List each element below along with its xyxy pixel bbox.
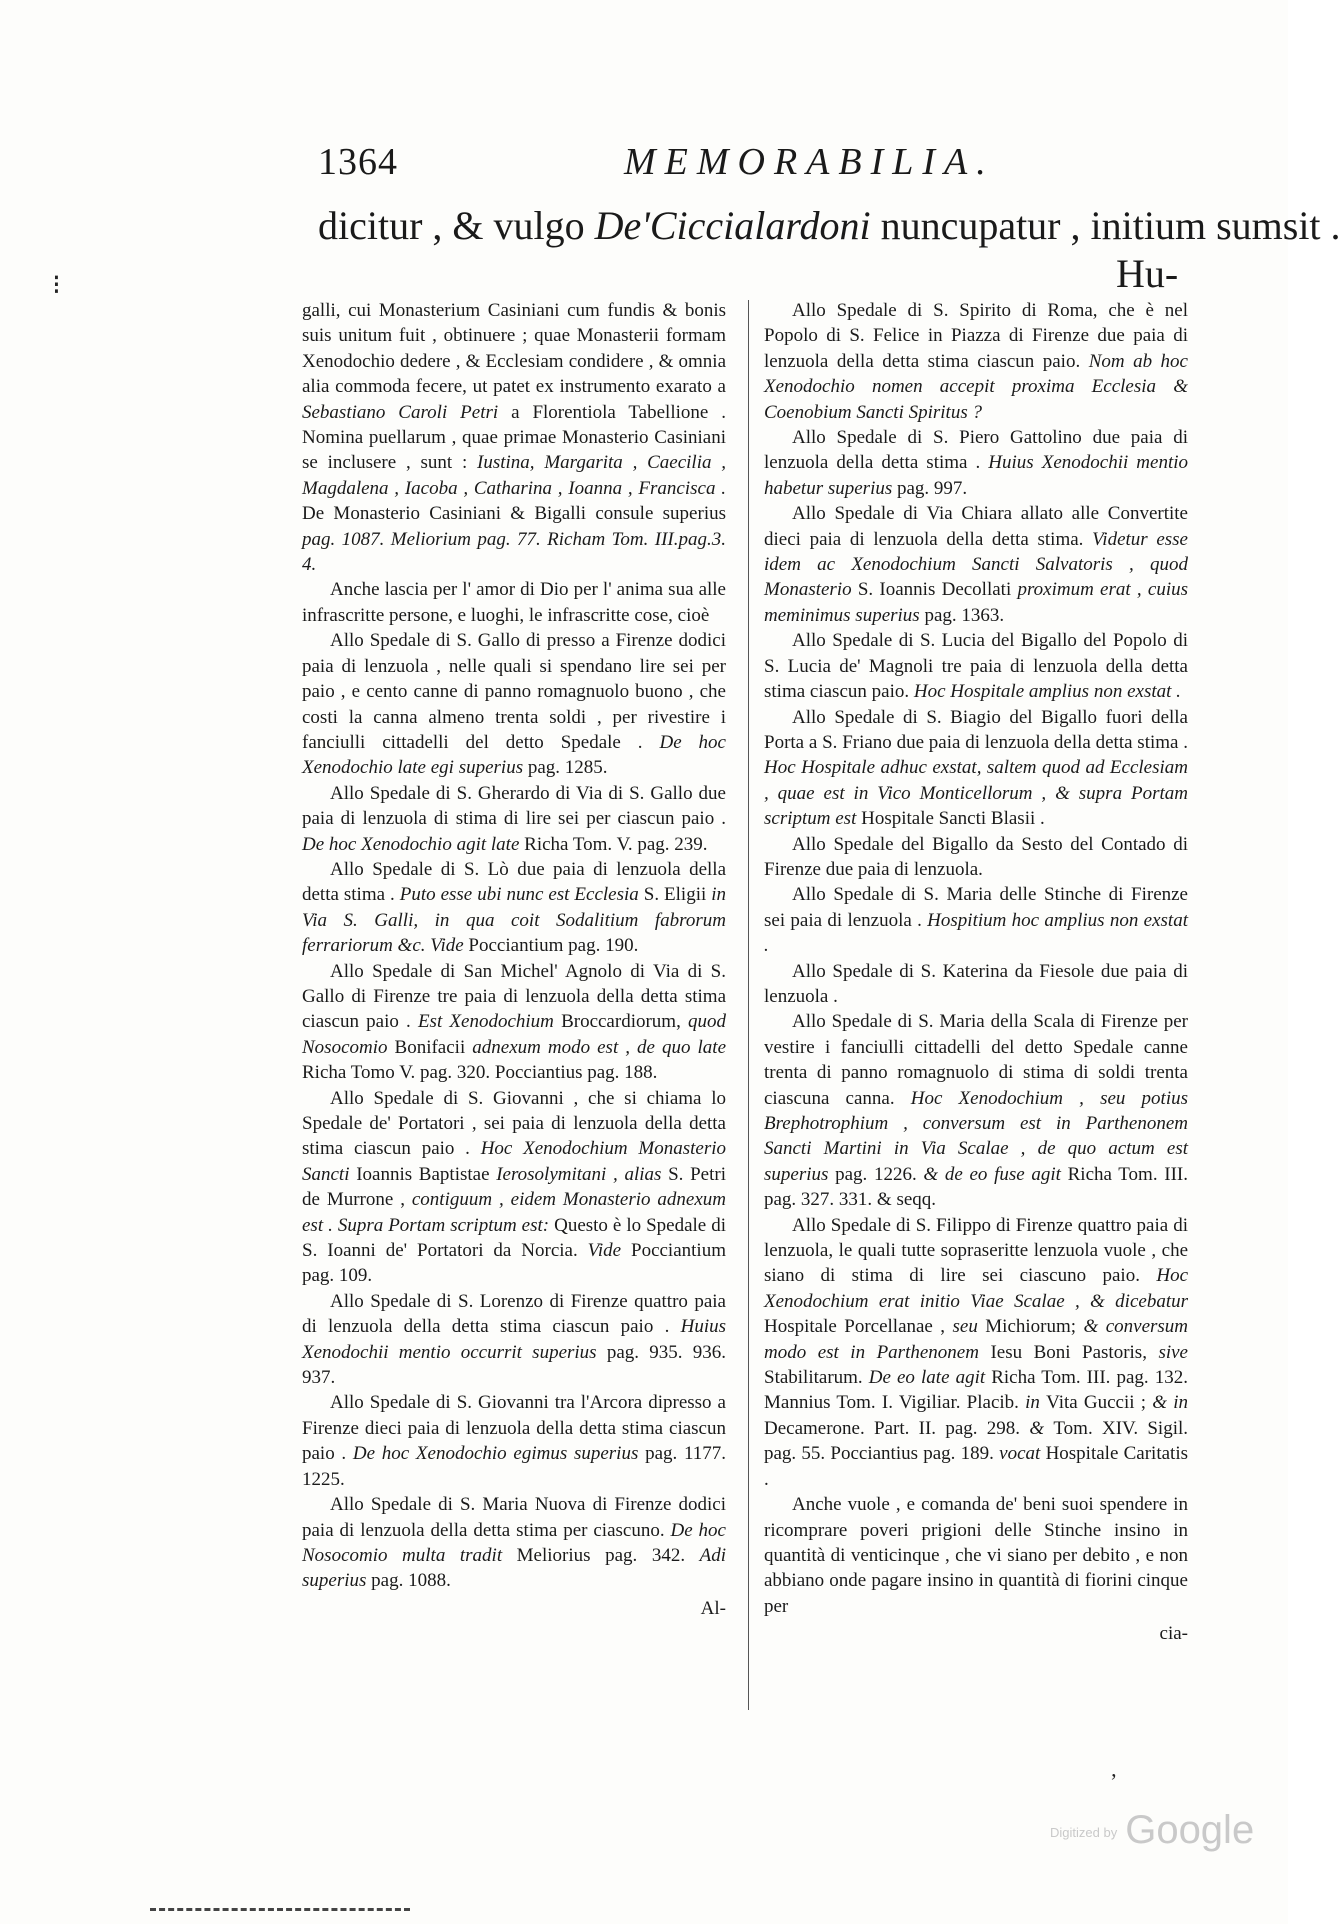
page-number: 1364 — [318, 141, 398, 183]
latin-commentary: Nom ab hoc Xenodochio nomen accepit proxima Ecclesia & Coenobium Sancti Spiritus ? — [764, 350, 1188, 423]
latin-commentary: Iustina, Margarita , Caecilia , Magdalena , Iacoba , Catharina , Ioanna , Francisca . — [302, 452, 727, 499]
right-column — [764, 298, 1188, 1646]
text-segment: a Florentiola Tabellione . Nomina puellarum , quae primae Monasterio Casiniani se inclusere , sunt : — [302, 401, 726, 474]
text-segment: S. Petri de Murrone , — [302, 1163, 726, 1211]
text-segment: Richa Tom. III. pag. 132. Mannius Tom. I. Vigiliar. Placib. — [764, 1367, 1189, 1414]
latin-commentary: Hoc Xenodochium , seu potius Brephotrophium , conversum est in Parthenonem Sancti Martini in Via Scalae , de quo actum est superius — [764, 1087, 1188, 1185]
text-segment: Allo Spedale di S. Biagio del Bigallo fuori della Porta a S. Friano due paia di lenzuola della detta stima . — [764, 706, 1188, 753]
latin-commentary: Videtur esse idem ac Xenodochium Sancti Salvatoris , quod Monasterio — [764, 528, 1188, 601]
latin-commentary: contiguum , eidem Monasterio adnexum est . Supra Portam scriptum est: — [302, 1189, 726, 1236]
text-segment: Michiorum; — [985, 1316, 1084, 1338]
latin-commentary: Huius Xenodochii mentio occurrit superius — [302, 1316, 726, 1363]
margin-ink-mark-bottom: ʼ — [1110, 1769, 1118, 1794]
text-segment: S. Eligii — [643, 884, 712, 906]
text-segment: Allo Spedale di S. Gallo di presso a Firenze dodici paia di lenzuola , nelle quali si spendano lire sei per paio , e cento canne di panno romagnuolo buono , che costi la canna almeno trenta soldi , per rivestire i fanciulli cittadelli del detto Spedale . — [302, 630, 726, 753]
carry-text-3: nuncupatur , initium sumsit . — [870, 203, 1341, 248]
paragraph — [764, 298, 1188, 425]
latin-commentary: Ierosolymitani , alias — [496, 1163, 669, 1185]
watermark-digitized: Digitized by — [1050, 1824, 1118, 1840]
paragraph — [764, 1492, 1188, 1619]
text-segment: Meliorius pag. 342. — [516, 1544, 700, 1566]
latin-commentary: vocat — [999, 1443, 1046, 1465]
margin-ink-mark: ⁝ — [52, 270, 61, 301]
latin-commentary: Hoc Xenodochium erat initio Viae Scalae , & dicebatur — [764, 1265, 1188, 1312]
text-segment: Allo Spedale di S. Gherardo di Via di S. Gallo due paia di lenzuola di stima di lire sei per ciascun paio . — [302, 782, 726, 830]
left-column — [302, 298, 726, 1621]
paragraph — [302, 1289, 726, 1391]
latin-commentary: De hoc Xenodochio agit late — [302, 833, 525, 855]
paragraph — [764, 832, 1188, 883]
text-segment: pag. 935. 936. 937. — [302, 1341, 726, 1389]
text-segment: Allo Spedale di S. Piero Gattolino due paia di lenzuola della detta stima . — [764, 427, 1188, 474]
latin-commentary: De hoc Nosocomio multa tradit — [302, 1519, 726, 1566]
latin-commentary: Puto esse ubi nunc est Ecclesia — [399, 884, 644, 906]
text-segment: Anche vuole , e comanda de' beni suoi spendere in ricomprare poveri prigioni delle Stinche insino in quantità di venticinque , che vi siano per debito , e non abbiano onde pagare insino in quantità di fiorini cinque per — [764, 1494, 1188, 1617]
text-segment: Broccardiorum, — [561, 1011, 688, 1033]
latin-commentary: & conversum modo est in Parthenonem — [764, 1316, 1189, 1363]
text-segment: S. Ioannis Decollati — [857, 579, 1018, 601]
paragraph — [302, 959, 726, 1086]
text-segment: Allo Spedale di San Michel' Agnolo di Via di S. Gallo di Firenze tre paia di lenzuola della detta stima ciascun paio . — [302, 960, 726, 1033]
latin-commentary: Est Xenodochium — [417, 1011, 562, 1033]
paragraph — [764, 425, 1188, 501]
text-segment: Richa Tom. V. pag. 239. — [524, 833, 708, 855]
paragraph — [302, 857, 726, 959]
text-segment: Stabilitarum. — [764, 1367, 869, 1389]
text-segment: Vita Guccii ; — [1046, 1392, 1153, 1414]
text-segment: Allo Spedale di S. Katerina da Fiesole due paia di lenzuola . — [764, 960, 1188, 1007]
latin-commentary: Hoc Hospitale amplius non exstat . — [913, 681, 1181, 703]
paragraph — [764, 705, 1188, 832]
text-segment: pag. 1177. 1225. — [302, 1443, 727, 1490]
text-segment: Hospitale Sancti Blasii . — [861, 808, 1045, 830]
text-segment: Hospitale Caritatis . — [764, 1443, 1188, 1490]
latin-commentary: Huius Xenodochii mentio habetur superius — [764, 452, 1188, 499]
latin-commentary: Sebastiano Caroli Petri — [302, 401, 512, 423]
text-segment: Allo Spedale di S. Maria delle Stinche di Firenze sei paia di lenzuola . — [764, 884, 1188, 931]
paragraph — [302, 781, 726, 857]
paragraph — [764, 1213, 1188, 1492]
paragraph — [302, 628, 726, 780]
latin-commentary: in Via S. Galli, in qua coit Sodalitium fabrorum ferrariorum &c. Vide — [302, 884, 726, 957]
running-head — [318, 140, 1178, 190]
latin-commentary: Hoc Hospitale adhuc exstat, saltem quod ad Ecclesiam , quae est in Vico Monticellorum , & supra Portam scriptum est — [764, 757, 1188, 830]
text-segment: Bonifacii — [394, 1036, 473, 1058]
text-segment: Allo Spedale di S. Giovanni , che si chiama lo Spedale de' Portatori , sei paia di lenzuola della detta stima ciascun paio . — [302, 1087, 726, 1160]
top-catchword: Hu- — [1116, 251, 1179, 296]
latin-commentary: & in — [1152, 1392, 1188, 1414]
column-catchword: cia- — [1159, 1623, 1188, 1645]
latin-commentary: sive — [1158, 1341, 1188, 1363]
paragraph — [764, 628, 1188, 704]
latin-commentary: & de eo fuse agit — [923, 1163, 1068, 1185]
text-segment: pag. 1088. — [371, 1570, 451, 1592]
latin-commentary: Hospitium hoc amplius non exstat . — [764, 909, 1188, 957]
latin-commentary: De hoc Xenodochio egimus superius — [352, 1443, 646, 1465]
latin-commentary: Hoc Xenodochium Monasterio Sancti — [302, 1138, 726, 1185]
text-segment: Allo Spedale del Bigallo da Sesto del Contado di Firenze due paia di lenzuola. — [764, 833, 1188, 880]
text-segment: Decamerone. Part. II. pag. 298. — [764, 1417, 1030, 1439]
latin-commentary: proximum erat , cuius meminimus superius — [764, 579, 1188, 626]
text-segment: Allo Spedale di S. Lò due paia di lenzuola della detta stima . — [302, 858, 726, 906]
latin-commentary: pag. 1087. Meliorium pag. 77. Richam Tom. III.pag.3. 4. — [302, 528, 726, 576]
running-title: MEMORABILIA. — [624, 141, 995, 183]
latin-commentary: De hoc Xenodochio late egi superius — [302, 731, 726, 779]
text-segment: Allo Spedale di Via Chiara allato alle Convertite dieci paia di lenzuola della detta stima. — [764, 503, 1188, 550]
paragraph — [764, 882, 1188, 958]
text-segment: Anche lascia per l' amor di Dio per l' anima sua alle infrascritte persone, e luoghi, le infrascritte cose, cioè — [302, 579, 726, 626]
carry-text-2: De'Ciccialardoni — [594, 203, 871, 248]
latin-commentary: in — [1025, 1392, 1047, 1414]
paragraph — [302, 577, 726, 628]
text-segment: pag. 997. — [897, 477, 968, 499]
text-segment: Richa Tom. III. pag. 327. 331. & seqq. — [764, 1163, 1189, 1211]
latin-commentary: De eo late agit — [868, 1367, 992, 1389]
text-segment: Pocciantium pag. 190. — [468, 935, 639, 957]
latin-commentary: Adi superius — [302, 1544, 726, 1592]
paragraph — [302, 1086, 726, 1289]
paragraph — [764, 1009, 1188, 1212]
column-divider — [748, 300, 749, 1710]
carry-text-1: dicitur , & vulgo — [318, 203, 595, 248]
paragraph — [302, 298, 726, 577]
text-segment: Hospitale Porcellanae , — [764, 1316, 953, 1338]
scan-edge-artifact — [150, 1908, 410, 1915]
text-segment: Iesu Boni Pastoris, — [990, 1341, 1159, 1363]
scan-watermark — [1050, 1808, 1254, 1853]
text-segment: Allo Spedale di S. Lucia del Bigallo del Popolo di S. Lucia de' Magnoli tre paia di lenzuola della detta stima ciascun paio. — [764, 630, 1188, 703]
latin-commentary: seu — [952, 1316, 986, 1338]
text-segment: Allo Spedale di S. Maria della Scala di Firenze per vestire i fanciulli cittadelli del detto Spedale canne trenta di panno romagnuolo di stima di soldi trenta ciascuna canna. — [764, 1011, 1188, 1109]
text-segment: Pocciantium pag. 109. — [302, 1240, 726, 1287]
paragraph — [302, 1492, 726, 1594]
latin-commentary: quod Nosocomio — [302, 1011, 726, 1058]
text-segment: Allo Spedale di S. Spirito di Roma, che è nel Popolo di S. Felice in Piazza di Firenze due paia di lenzuola della detta stima ciascun paio. — [764, 300, 1188, 372]
text-segment: Allo Spedale di S. Giovanni tra l'Arcora dipresso a Firenze dieci paia di lenzuola della detta stima ciascun paio . — [302, 1392, 726, 1465]
text-segment: Allo Spedale di S. Maria Nuova di Firenze dodici paia di lenzuola della detta stima per ciascuno. — [302, 1494, 726, 1541]
text-segment: Ioannis Baptistae — [356, 1163, 497, 1185]
latin-commentary: adnexum modo est , de quo late — [472, 1036, 727, 1058]
text-segment: Allo Spedale di S. Lorenzo di Firenze quattro paia di lenzuola della detta stima ciascun paio . — [302, 1290, 726, 1338]
text-segment: De Monasterio Casiniani & Bigalli consule superius — [302, 503, 726, 525]
text-segment: galli, cui Monasterium Casiniani cum fundis & bonis suis unitum fuit , obtinuere ; quae Monasterii formam Xenodochio dedere , & Ecclesiam condidere , & omnia alia commoda fecere, ut patet ex instrumento exarato a — [302, 300, 726, 398]
text-segment: Questo è lo Spedale di S. Ioanni de' Portatori da Norcia. — [302, 1214, 726, 1262]
text-segment: Allo Spedale di S. Filippo di Firenze quattro paia di lenzuola, le quali tutte sopraseritte lenzuola vuole , che siano di stima di lire sei ciascuno paio. — [764, 1214, 1188, 1287]
carry-over-line — [318, 202, 1341, 250]
text-segment: Richa Tomo V. pag. 320. Pocciantius pag. 188. — [302, 1062, 658, 1084]
text-segment: pag. 1363. — [924, 604, 1005, 626]
paragraph — [764, 959, 1188, 1010]
text-segment: pag. 1226. — [835, 1163, 924, 1185]
watermark-google: Google — [1125, 1808, 1255, 1852]
paragraph — [764, 501, 1188, 628]
latin-commentary: & — [1029, 1417, 1054, 1439]
column-catchword: Al- — [700, 1597, 726, 1619]
paragraph — [302, 1390, 726, 1492]
text-segment: Tom. XIV. Sigil. pag. 55. Pocciantius pag. 189. — [764, 1417, 1188, 1465]
text-segment: pag. 1285. — [527, 757, 608, 779]
latin-commentary: Vide — [587, 1240, 631, 1262]
